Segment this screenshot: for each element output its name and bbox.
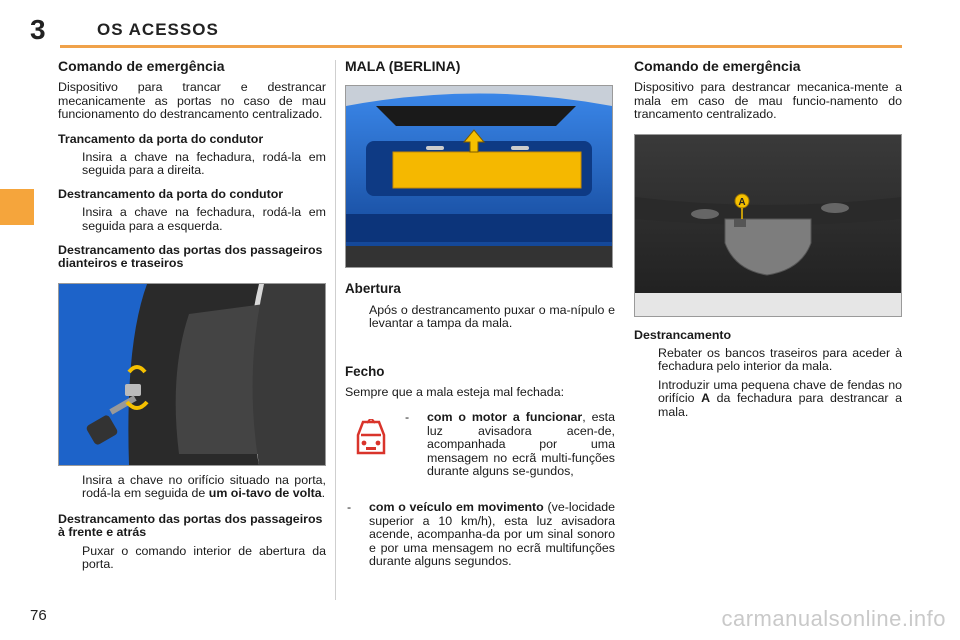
section-heading: MALA (BERLINA) xyxy=(345,58,461,74)
column-separator xyxy=(335,60,336,600)
subsection-title: Destrancamento xyxy=(634,327,732,342)
arrow-up-icon xyxy=(346,86,612,267)
instruction-item: Insira a chave no orifício situado na porta, rodá-la em seguida de um oi-tavo de volta. xyxy=(82,472,326,501)
warning-item: - com o veículo em movimento (ve-locidade superior a 10 km/h), esta luz avisadora acende, acompanha-da por um sinal sonoro e por uma mensagem no ecrã multifunções durante alguns segundos. xyxy=(347,500,615,569)
trunk-open-warning-icon xyxy=(353,419,389,457)
trunk-handle-figure xyxy=(345,85,613,268)
instruction-item: Puxar o comando interior de abertura da porta. xyxy=(82,543,326,571)
label-a: A xyxy=(738,196,746,208)
warning-item: - com o motor a funcionar, esta luz avisadora acen-de, acompanhada por uma mensagem no ecrã multi-funções durante alguns se-gundos, xyxy=(405,410,615,479)
instruction-item: Insira a chave na fechadura, rodá-la em seguida para a direita. xyxy=(82,150,326,178)
header-rule xyxy=(60,45,902,48)
chapter-number: 3 xyxy=(30,14,46,45)
page-number: 76 xyxy=(30,607,47,624)
fecho-intro: Sempre que a mala esteja mal fechada: xyxy=(345,385,565,400)
intro-text: Dispositivo para trancar e destrancar mecanicamente as portas no caso de mau funcionamento do destrancamento centralizado. xyxy=(58,80,326,122)
intro-text: Dispositivo para destrancar mecanica-mente a mala em caso de mau funcio-namento do trancamento centralizado. xyxy=(634,80,902,122)
subsection-title: Destrancamento da porta do condutor xyxy=(58,186,284,201)
subsection-title: Destrancamento das portas dos passageiros à frente e atrás xyxy=(58,511,323,540)
subsection-heading: Abertura xyxy=(345,281,401,297)
chapter-title: OS ACESSOS xyxy=(97,20,219,39)
section-heading: Comando de emergência xyxy=(634,58,801,74)
column-left xyxy=(58,60,326,571)
subsection-title: Destrancamento das portas dos passageiros dianteiros e traseiros xyxy=(58,243,323,271)
door-lock-icon xyxy=(59,284,325,465)
instruction-item: Introduzir uma pequena chave de fendas no orifício A da fechadura para destrancar a mala. xyxy=(658,377,903,419)
section-heading: Comando de emergência xyxy=(58,58,225,74)
column-middle xyxy=(345,60,615,568)
trunk-latch-figure xyxy=(634,134,902,317)
door-lock-figure xyxy=(58,283,326,466)
instruction-item: Insira a chave na fechadura, rodá-la em seguida para a esquerda. xyxy=(82,205,326,233)
watermark: carmanualsonline.info xyxy=(721,606,946,631)
subsection-heading: Fecho xyxy=(345,363,385,379)
instruction-item: Após o destrancamento puxar o ma-nípulo e levantar a tampa da mala. xyxy=(369,302,615,331)
chapter-tab xyxy=(0,189,34,225)
column-right xyxy=(634,60,902,419)
warning-block xyxy=(345,411,615,501)
subsection-title: Trancamento da porta do condutor xyxy=(58,131,264,146)
instruction-item: Rebater os bancos traseiros para aceder à fechadura pelo interior da mala. xyxy=(658,346,902,374)
